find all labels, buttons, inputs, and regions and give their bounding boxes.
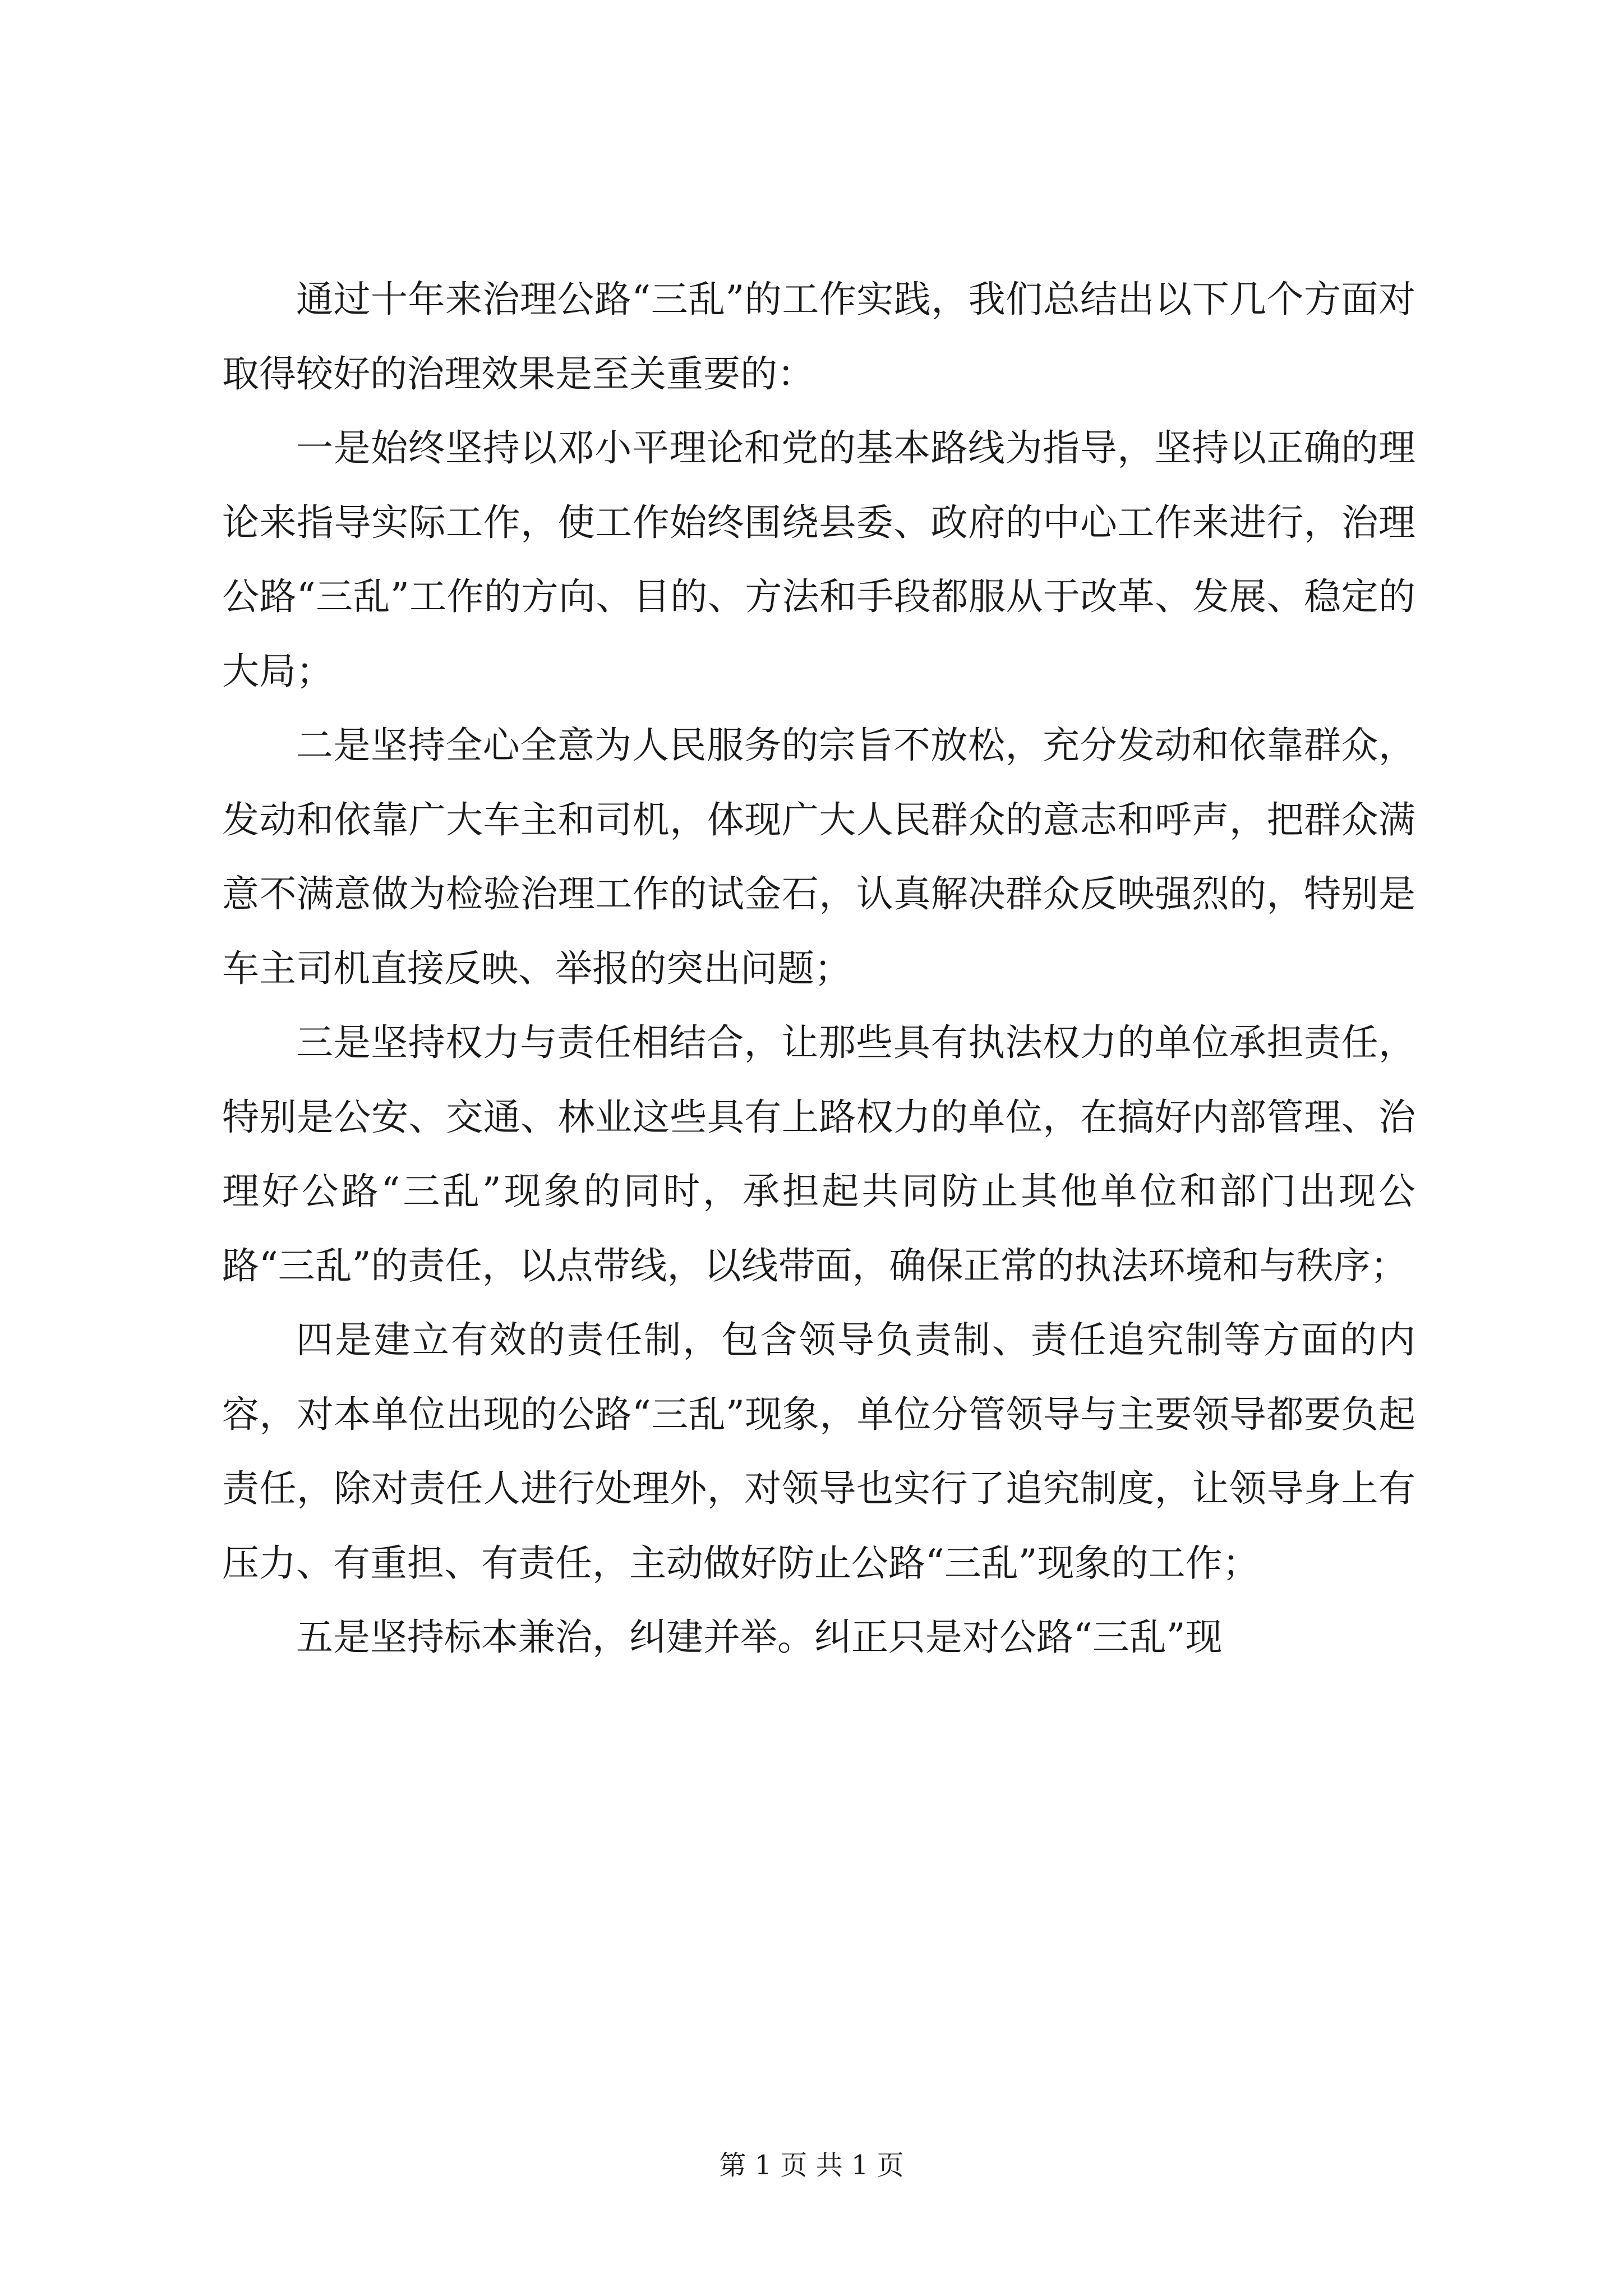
paragraph-intro: 通过十年来治理公路“三乱”的工作实践，我们总结出以下几个方面对取得较好的治理效果是至关重要的： bbox=[222, 278, 1415, 395]
paragraph-point-four: 四是建立有效的责任制，包含领导负责制、责任追究制等方面的内容，对本单位出现的公路“三乱”现象，单位分管领导与主要领导都要负起责任，除对责任人进行处理外，对领导也实行了追究制度，让领导身上有压力、有重担、有责任，主动做好防止公路“三乱”现象的工作； bbox=[222, 1318, 1415, 1585]
paragraph-point-one: 一是始终坚持以邓小平理论和党的基本路线为指导，坚持以正确的理论来指导实际工作，使工作始终围绕县委、政府的中心工作来进行，治理公路“三乱”工作的方向、目的、方法和手段都服从于改革、发展、稳定的大局； bbox=[222, 426, 1415, 693]
page-number-label: 第 1 页 共 1 页 bbox=[719, 2150, 904, 2181]
paragraph-point-three: 三是坚持权力与责任相结合，让那些具有执法权力的单位承担责任，特别是公安、交通、林业这些具有上路权力的单位，在搞好内部管理、治理好公路“三乱”现象的同时，承担起共同防止其他单位和部门出现公路“三乱”的责任，以点带线，以线带面，确保正常的执法环境和与秩序； bbox=[222, 1021, 1415, 1287]
paragraph-point-two: 二是坚持全心全意为人民服务的宗旨不放松，充分发动和依靠群众，发动和依靠广大车主和司机，体现广大人民群众的意志和呼声，把群众满意不满意做为检验治理工作的试金石，认真解决群众反映强烈的，特别是车主司机直接反映、举报的突出问题； bbox=[222, 724, 1415, 990]
paragraph-point-five: 五是坚持标本兼治，纠建并举。纠正只是对公路“三乱”现 bbox=[296, 1616, 1223, 1659]
document-body bbox=[222, 263, 1415, 1675]
page-footer bbox=[0, 2148, 1623, 2182]
